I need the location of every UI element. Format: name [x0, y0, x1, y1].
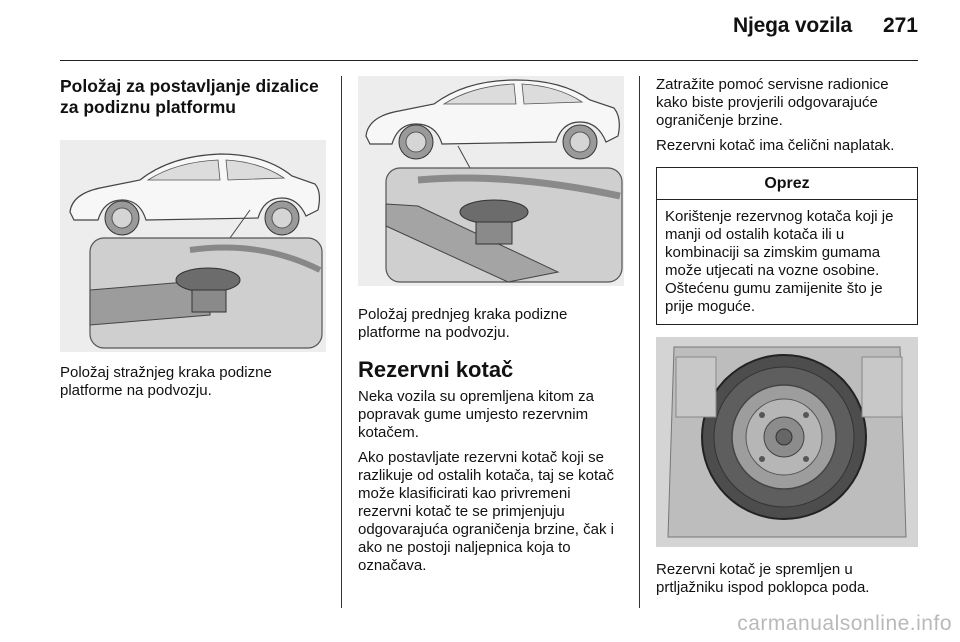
header-rule [60, 60, 918, 61]
section-title: Njega vozila [733, 14, 852, 37]
page-number: 271 [882, 14, 918, 37]
spare-wheel-intro: Neka vozila su opremljena kitom za popravak gume umjesto rezervnim kotačem. [358, 388, 594, 441]
steel-rim-note: Rezervni kotač ima čelični naplatak. [656, 137, 895, 154]
rear-lift-point-figure [60, 140, 326, 352]
watermark: carmanualsonline.info [737, 612, 952, 635]
page-header [0, 0, 960, 62]
column-2 [358, 76, 624, 575]
column-1 [60, 76, 326, 400]
caution-box [656, 167, 918, 325]
front-figure-caption: Položaj prednjeg kraka podizne platforme na podvozju. [358, 306, 568, 341]
column-divider-2 [639, 76, 640, 608]
caution-body: Korištenje rezervnog kotača koji je manji od ostalih kotača ili u kombinaciji sa zimskim gumama može utjecati na vozne osobine. Oštećenu gumu zamijenite što je prije moguće. [665, 208, 894, 315]
rear-figure-caption: Položaj stražnjeg kraka podizne platforme na podvozju. [60, 364, 272, 399]
trunk-figure-caption: Rezervni kotač je spremljen u prtljažniku ispod poklopca poda. [656, 561, 870, 596]
column-3 [656, 76, 918, 597]
spare-wheel-classification: Ako postavljate rezervni kotač koji se razlikuje od ostalih kotača, taj se kotač može klasificirati kao privremeni rezervni kotač te se primjenjuju odgovarajuća ograničenja brzine, čak i ako ne postoji naljepnica koja to označava. [358, 449, 614, 574]
column-divider-1 [341, 76, 342, 608]
spare-wheel-heading: Rezervni kotač [358, 357, 514, 382]
caution-title: Oprez [657, 168, 917, 200]
front-lift-point-figure [358, 76, 624, 286]
speed-limit-advice: Zatražite pomoć servisne radionice kako biste provjerili odgovarajuće ograničenje brzine. [656, 76, 889, 129]
jack-position-heading: Položaj za postavljanje dizalice za podiznu platformu [60, 76, 319, 117]
spare-wheel-trunk-figure [656, 337, 918, 547]
